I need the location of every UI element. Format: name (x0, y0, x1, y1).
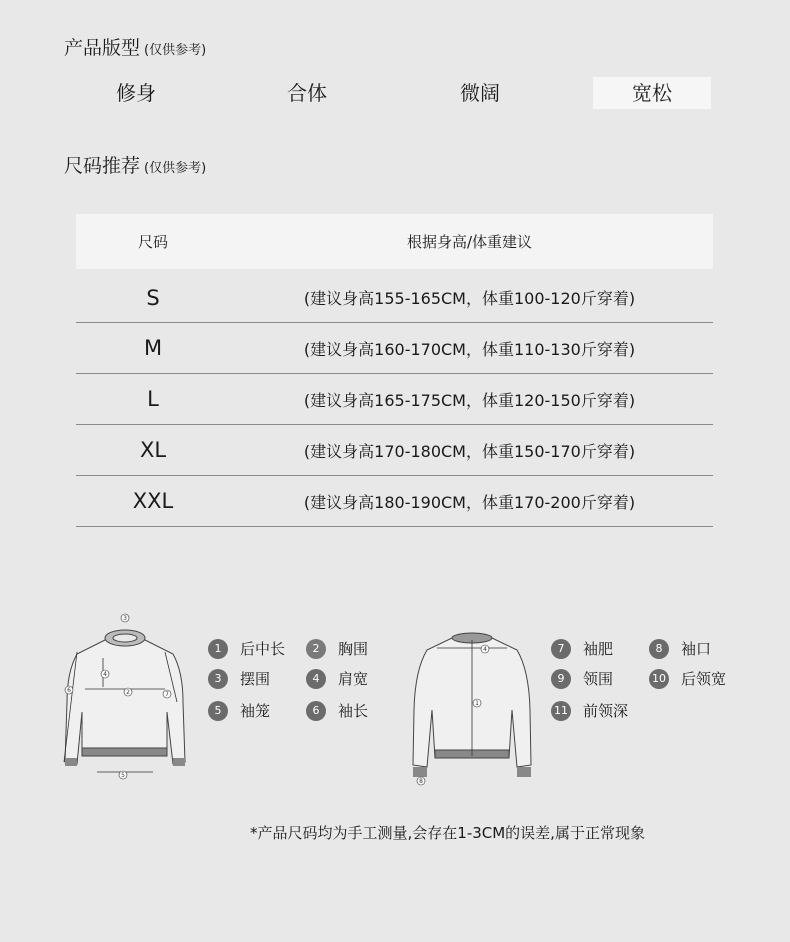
legend-label: 前领深 (583, 702, 629, 720)
diagram-label: 4 (103, 671, 107, 678)
size-cell: M (143, 336, 163, 360)
fit-title-text: 产品版型 (64, 37, 141, 59)
diagram-label: 7 (165, 691, 169, 698)
size-cell: S (146, 285, 160, 310)
diagram-label: 2 (126, 689, 130, 696)
number-badge: 8 (649, 639, 669, 659)
legend-label: 袖笼 (240, 702, 271, 720)
table-row (76, 476, 713, 527)
legend-label: 肩宽 (338, 670, 369, 688)
number-badge: 7 (551, 639, 571, 659)
jacket-back-diagram (407, 630, 537, 790)
number-badge: 11 (551, 701, 571, 721)
legend-item (306, 700, 368, 721)
legend-label: 袖肥 (583, 640, 614, 658)
number-badge: 1 (208, 639, 228, 659)
fit-title-note: (仅供参考) (144, 43, 207, 58)
legend-label: 领围 (583, 670, 614, 688)
diagram-label: 3 (123, 615, 127, 622)
measurement-disclaimer: *产品尺码均为手工测量,会存在1-3CM的误差,属于正常现象 (250, 824, 645, 842)
fit-option-regular: 合体 (287, 81, 327, 105)
size-section-title (64, 151, 206, 178)
table-row (76, 273, 713, 323)
size-table (76, 214, 713, 527)
diagram-label: 4 (483, 646, 487, 653)
legend-label: 后中长 (240, 640, 286, 658)
size-title-text: 尺码推荐 (64, 155, 141, 177)
fit-section-title (64, 33, 206, 60)
legend-item (208, 700, 270, 721)
table-row (76, 323, 713, 374)
legend-item (551, 668, 613, 689)
recommendation-cell: (建议身高170-180CM，体重150-170斤穿着) (303, 441, 636, 461)
legend-item (306, 638, 368, 659)
legend-item (208, 668, 270, 689)
legend-item (551, 638, 613, 659)
recommendation-cell: (建议身高160-170CM，体重110-130斤穿着) (303, 339, 636, 359)
recommendation-cell: (建议身高165-175CM，体重120-150斤穿着) (303, 390, 636, 410)
header-size: 尺码 (137, 233, 168, 251)
size-cell: XL (139, 438, 167, 462)
legend-item (551, 700, 628, 721)
recommendation-cell: (建议身高155-165CM，体重100-120斤穿着) (303, 289, 636, 308)
legend-label: 后领宽 (681, 670, 727, 688)
number-badge: 9 (551, 669, 571, 689)
diagram-label: 5 (121, 772, 125, 779)
fit-option-loose: 宽松 (593, 77, 711, 109)
number-badge: 5 (208, 701, 228, 721)
number-badge: 6 (306, 701, 326, 721)
diagram-label: 6 (67, 687, 71, 694)
legend-label: 胸围 (338, 640, 369, 658)
number-badge: 4 (306, 669, 326, 689)
legend-label: 摆围 (240, 670, 271, 688)
size-cell: L (147, 387, 159, 411)
legend-label: 袖口 (681, 640, 712, 658)
number-badge: 10 (649, 669, 669, 689)
number-badge: 2 (306, 639, 326, 659)
table-row (76, 425, 713, 476)
recommendation-cell: (建议身高180-190CM，体重170-200斤穿着) (303, 492, 636, 512)
diagram-label: 1 (475, 700, 479, 707)
table-row (76, 374, 713, 425)
legend-item (306, 668, 368, 689)
legend-item (649, 638, 711, 659)
header-recommendation: 根据身高/体重建议 (406, 233, 533, 251)
diagram-label: 8 (419, 778, 423, 785)
fit-option-relaxed: 微阔 (460, 81, 500, 105)
size-table-header (76, 214, 713, 269)
sweater-front-diagram (55, 612, 190, 787)
legend-item (208, 638, 285, 659)
legend-label: 袖长 (338, 702, 369, 720)
legend-item (649, 668, 726, 689)
number-badge: 3 (208, 669, 228, 689)
fit-option-slim: 修身 (116, 81, 156, 105)
size-cell: XXL (132, 489, 174, 513)
size-title-note: (仅供参考) (144, 161, 207, 176)
